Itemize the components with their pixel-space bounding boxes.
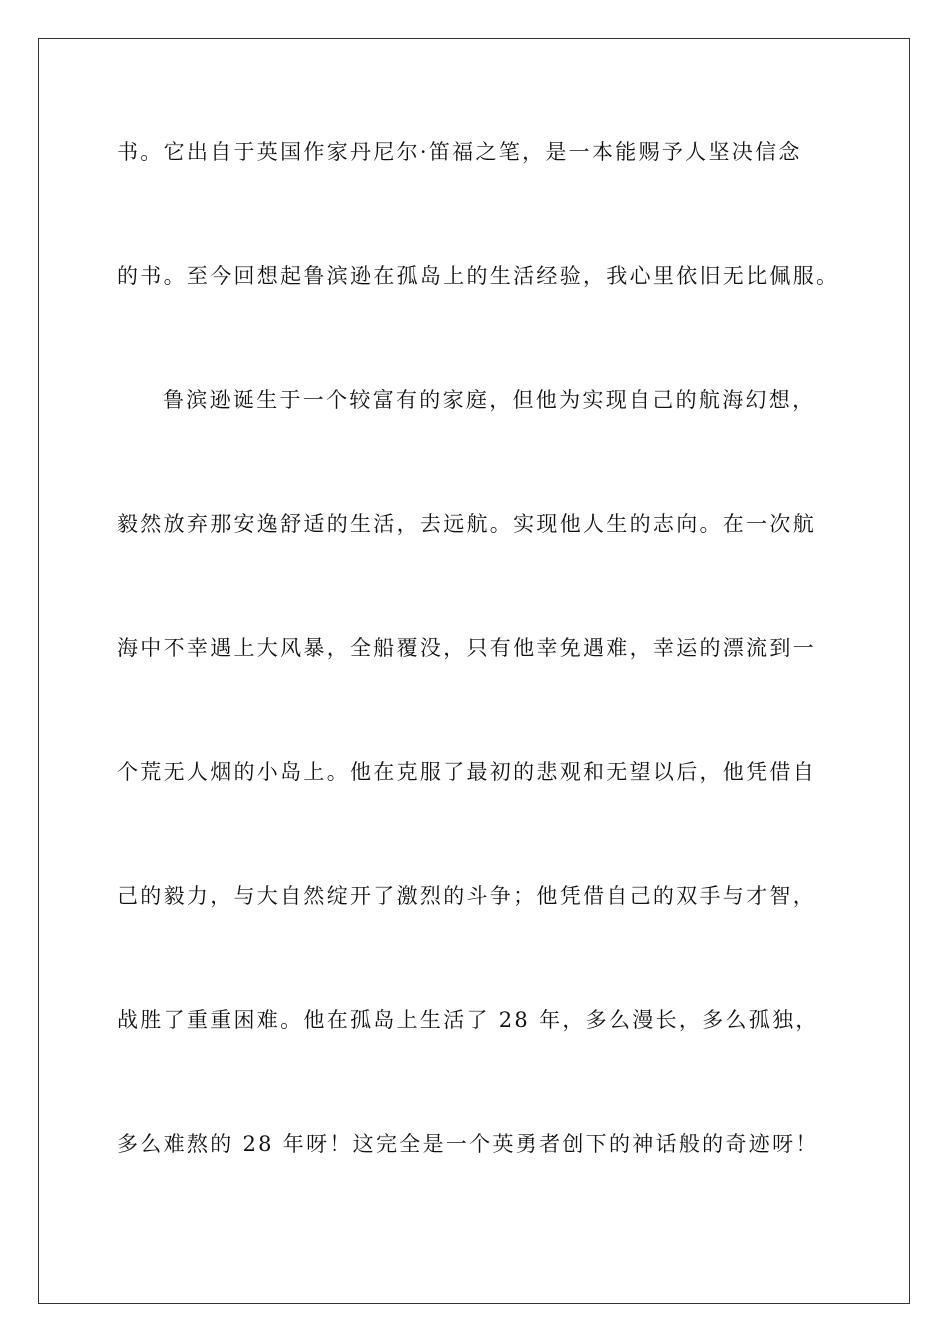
text-line-3-paragraph-start: 鲁滨逊诞生于一个较富有的家庭，但他为实现自己的航海幻想， [163, 388, 816, 412]
text-line-2: 的书。至今回想起鲁滨逊在孤岛上的生活经验，我心里依旧无比佩服。 [117, 264, 840, 288]
text-line-7: 己的毅力，与大自然绽开了激烈的斗争；他凭借自己的双手与才智， [117, 884, 816, 908]
text-line-9: 多么难熬的 28 年呀！这完全是一个英勇者创下的神话般的奇迹呀！ [117, 1132, 819, 1156]
text-line-8: 战胜了重重困难。他在孤岛上生活了 28 年，多么漫长，多么孤独， [117, 1008, 819, 1032]
text-line-6: 个荒无人烟的小岛上。他在克服了最初的悲观和无望以后，他凭借自 [117, 760, 816, 784]
text-line-1: 书。它出自于英国作家丹尼尔·笛福之笔，是一本能赐予人坚决信念 [117, 140, 802, 164]
text-line-4: 毅然放弃那安逸舒适的生活，去远航。实现他人生的志向。在一次航 [117, 512, 816, 536]
text-line-5: 海中不幸遇上大风暴，全船覆没，只有他幸免遇难，幸运的漂流到一 [117, 636, 816, 660]
page-border [38, 38, 910, 1304]
